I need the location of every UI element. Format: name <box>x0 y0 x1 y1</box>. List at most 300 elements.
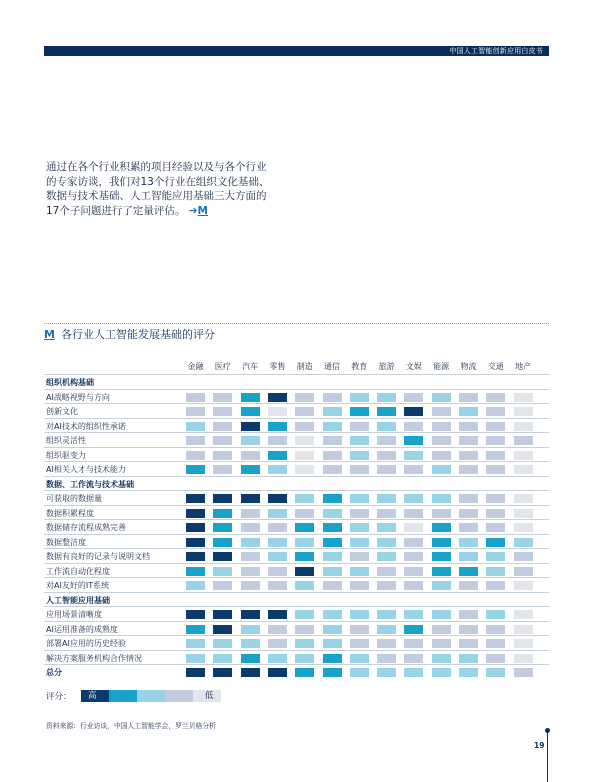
score-cell <box>186 538 205 547</box>
score-cell <box>241 567 260 576</box>
score-cell <box>350 552 369 561</box>
score-cell <box>432 393 451 402</box>
metric-label: 数据整洁度 <box>46 537 86 547</box>
score-cell <box>268 567 287 576</box>
score-cell <box>459 436 478 445</box>
score-cell <box>241 625 260 634</box>
score-cell <box>350 422 369 431</box>
score-cell <box>459 509 478 518</box>
score-cell <box>404 654 423 663</box>
score-cell <box>186 393 205 402</box>
score-cell <box>295 567 314 576</box>
score-cell <box>295 422 314 431</box>
score-cell <box>377 610 396 619</box>
intro-line: 的专家访谈，我们对13个行业在组织文化基础、 <box>46 175 270 188</box>
score-cell <box>323 465 342 474</box>
metric-row <box>44 389 549 405</box>
score-cell <box>241 668 260 677</box>
score-cell <box>404 668 423 677</box>
intro-line-text: 17个子问题进行了定量评估。 <box>46 204 186 217</box>
metric-label: 创新文化 <box>46 407 78 416</box>
score-cell <box>486 509 505 518</box>
score-cell <box>404 625 423 634</box>
score-cell <box>377 509 396 518</box>
score-cell <box>186 552 205 561</box>
score-cell <box>514 567 533 576</box>
score-cell <box>377 639 396 648</box>
legend-swatch <box>137 690 165 702</box>
score-cell <box>350 538 369 547</box>
column-header: 交通 <box>487 362 504 371</box>
score-cell <box>350 639 369 648</box>
score-cell <box>432 538 451 547</box>
score-cell <box>404 538 423 547</box>
score-cell <box>514 552 533 561</box>
score-cell <box>459 465 478 474</box>
score-cell <box>241 581 260 590</box>
score-cell <box>213 654 232 663</box>
source-note: 资料来源：行业访谈，中国人工智能学会，罗兰贝格分析 <box>46 722 216 730</box>
score-cell <box>268 625 287 634</box>
score-cell <box>350 393 369 402</box>
score-cell <box>404 581 423 590</box>
score-cell <box>323 393 342 402</box>
metric-label: 组织驱变力 <box>46 450 86 460</box>
score-cell <box>459 639 478 648</box>
section-header-row <box>44 476 549 492</box>
score-cell <box>432 552 451 561</box>
score-cell <box>268 465 287 474</box>
score-cell <box>459 625 478 634</box>
score-cell <box>377 393 396 402</box>
score-cell <box>268 610 287 619</box>
score-cell <box>486 668 505 677</box>
score-cell <box>213 494 232 503</box>
score-cell <box>404 393 423 402</box>
score-cell <box>213 393 232 402</box>
score-cell <box>213 639 232 648</box>
score-cell <box>459 654 478 663</box>
score-cell <box>514 422 533 431</box>
metric-row <box>44 606 549 622</box>
score-cell <box>514 494 533 503</box>
score-cell <box>241 523 260 532</box>
metric-row <box>44 577 549 593</box>
score-cell <box>350 509 369 518</box>
section-header-row <box>44 374 549 390</box>
score-cell <box>295 465 314 474</box>
score-cell <box>350 523 369 532</box>
score-cell <box>186 422 205 431</box>
score-cell <box>186 639 205 648</box>
intro-line: 通过在各个行业积累的项目经验以及与各个行业 <box>46 161 267 173</box>
score-cell <box>213 552 232 561</box>
score-cell <box>295 625 314 634</box>
score-cell <box>350 668 369 677</box>
intro-line <box>46 204 306 219</box>
score-cell <box>295 451 314 460</box>
score-cell <box>404 494 423 503</box>
score-cell <box>404 407 423 416</box>
score-cell <box>213 567 232 576</box>
score-cell <box>459 494 478 503</box>
score-cell <box>186 509 205 518</box>
score-cell <box>404 552 423 561</box>
score-cell <box>432 610 451 619</box>
score-cell <box>514 639 533 648</box>
score-cell <box>323 538 342 547</box>
section-header-row <box>44 592 549 608</box>
score-cell <box>323 494 342 503</box>
score-cell <box>268 422 287 431</box>
score-cell <box>323 610 342 619</box>
score-cell <box>350 436 369 445</box>
score-cell <box>241 552 260 561</box>
intro-line: 数据与技术基础、人工智能应用基础三大方面的 <box>46 190 267 202</box>
score-cell <box>459 523 478 532</box>
score-cell <box>514 465 533 474</box>
score-cell <box>404 436 423 445</box>
score-cell <box>295 654 314 663</box>
column-header: 医疗 <box>214 362 231 371</box>
score-cell <box>350 625 369 634</box>
metric-row <box>44 505 549 521</box>
score-cell <box>268 639 287 648</box>
score-cell <box>514 610 533 619</box>
score-cell <box>486 654 505 663</box>
score-cell <box>323 523 342 532</box>
score-cell <box>350 451 369 460</box>
score-cell <box>377 581 396 590</box>
legend-swatch <box>109 690 137 702</box>
score-cell <box>295 436 314 445</box>
score-cell <box>486 538 505 547</box>
score-cell <box>186 625 205 634</box>
score-cell <box>459 422 478 431</box>
page-rule <box>547 731 548 782</box>
score-cell <box>486 523 505 532</box>
score-cell <box>241 654 260 663</box>
score-cell <box>514 509 533 518</box>
score-cell <box>186 581 205 590</box>
score-cell <box>241 393 260 402</box>
score-cell <box>295 494 314 503</box>
score-cell <box>323 581 342 590</box>
metric-label: 对AI友好的IT系统 <box>46 581 110 590</box>
score-cell <box>186 407 205 416</box>
score-cell <box>241 509 260 518</box>
score-cell <box>432 436 451 445</box>
score-cell <box>486 610 505 619</box>
score-cell <box>186 567 205 576</box>
score-cell <box>323 668 342 677</box>
score-cell <box>241 610 260 619</box>
score-cell <box>377 538 396 547</box>
score-cell <box>268 654 287 663</box>
score-cell <box>268 393 287 402</box>
score-cell <box>213 581 232 590</box>
score-cell <box>268 407 287 416</box>
score-cell <box>186 668 205 677</box>
score-cell <box>241 451 260 460</box>
score-cell <box>486 552 505 561</box>
score-cell <box>323 436 342 445</box>
score-cell <box>404 509 423 518</box>
score-cell <box>377 451 396 460</box>
score-cell <box>377 494 396 503</box>
score-cell <box>377 523 396 532</box>
score-cell <box>432 465 451 474</box>
score-cell <box>295 668 314 677</box>
metric-label: 部署AI应用的历史经验 <box>46 639 126 648</box>
score-cell <box>323 654 342 663</box>
score-cell <box>459 668 478 677</box>
score-cell <box>295 407 314 416</box>
metric-row <box>44 621 549 637</box>
section-label: 组织机构基础 <box>46 378 94 387</box>
score-cell <box>186 451 205 460</box>
score-cell <box>404 465 423 474</box>
score-cell <box>241 465 260 474</box>
legend-gradient <box>81 690 221 702</box>
score-cell <box>377 654 396 663</box>
metric-row <box>44 403 549 419</box>
score-cell <box>186 610 205 619</box>
section-label: 数据、工作流与技术基础 <box>46 479 134 489</box>
score-cell <box>514 451 533 460</box>
score-cell <box>486 393 505 402</box>
page-number: 19 <box>534 741 545 750</box>
score-cell <box>432 494 451 503</box>
figure-link[interactable]: M <box>197 204 208 217</box>
score-cell <box>486 422 505 431</box>
score-cell <box>514 538 533 547</box>
score-cell <box>514 523 533 532</box>
metric-label: AI战略视野与方向 <box>46 392 110 402</box>
metric-label: AI相关人才与技术能力 <box>46 465 126 474</box>
score-cell <box>323 625 342 634</box>
score-cell <box>377 422 396 431</box>
score-cell <box>241 407 260 416</box>
score-cell <box>432 581 451 590</box>
score-cell <box>486 407 505 416</box>
score-cell <box>486 465 505 474</box>
header-bar <box>44 46 549 56</box>
score-cell <box>213 668 232 677</box>
score-cell <box>432 451 451 460</box>
score-cell <box>404 610 423 619</box>
score-cell <box>241 639 260 648</box>
score-cell <box>241 422 260 431</box>
score-cell <box>350 567 369 576</box>
column-header: 零售 <box>269 362 286 371</box>
legend-swatch <box>165 690 193 702</box>
score-cell <box>486 581 505 590</box>
legend-low-label: 低 <box>205 691 214 701</box>
score-cell <box>486 436 505 445</box>
score-cell <box>377 625 396 634</box>
score-cell <box>459 610 478 619</box>
column-header: 汽车 <box>242 362 259 371</box>
score-cell <box>514 668 533 677</box>
score-cell <box>241 436 260 445</box>
metric-row <box>44 650 549 666</box>
score-cell <box>186 654 205 663</box>
score-cell <box>350 610 369 619</box>
column-header: 金融 <box>187 362 204 371</box>
score-cell <box>268 538 287 547</box>
score-cell <box>186 494 205 503</box>
score-cell <box>295 581 314 590</box>
score-cell <box>514 581 533 590</box>
score-cell <box>295 610 314 619</box>
score-cell <box>432 407 451 416</box>
score-cell <box>459 451 478 460</box>
metric-row <box>44 635 549 651</box>
score-cell <box>323 509 342 518</box>
score-cell <box>268 494 287 503</box>
figure-title <box>44 326 215 342</box>
score-cell <box>432 422 451 431</box>
score-cell <box>350 581 369 590</box>
score-cell <box>241 494 260 503</box>
column-header: 教育 <box>351 362 368 371</box>
score-cell <box>459 552 478 561</box>
chart-top-rule <box>44 323 549 324</box>
score-cell <box>459 393 478 402</box>
column-header: 通信 <box>324 362 340 371</box>
score-cell <box>213 523 232 532</box>
score-cell <box>459 567 478 576</box>
score-cell <box>268 436 287 445</box>
score-cell <box>404 523 423 532</box>
metric-label: 工作流自动化程度 <box>46 566 110 576</box>
score-cell <box>186 523 205 532</box>
score-cell <box>213 509 232 518</box>
score-cell <box>432 567 451 576</box>
legend-high-label: 高 <box>88 691 97 701</box>
score-cell <box>213 422 232 431</box>
score-cell <box>432 625 451 634</box>
score-cell <box>377 436 396 445</box>
score-cell <box>323 567 342 576</box>
score-cell <box>213 538 232 547</box>
score-cell <box>268 668 287 677</box>
score-cell <box>268 451 287 460</box>
column-header: 地产 <box>515 362 532 371</box>
score-cell <box>486 625 505 634</box>
metric-label: 数据积累程度 <box>46 508 94 518</box>
figure-marker: M <box>44 328 55 341</box>
score-cell <box>377 668 396 677</box>
metric-label: 对AI技术的组织性承诺 <box>46 421 126 431</box>
score-cell <box>404 639 423 648</box>
score-cell <box>323 422 342 431</box>
score-cell <box>350 494 369 503</box>
metric-label: 组织灵活性 <box>46 436 86 445</box>
score-cell <box>377 567 396 576</box>
score-cell <box>295 509 314 518</box>
score-cell <box>459 581 478 590</box>
page-dot <box>545 728 550 733</box>
score-cell <box>350 407 369 416</box>
score-cell <box>350 654 369 663</box>
score-cell <box>459 538 478 547</box>
metric-row <box>44 490 549 506</box>
score-cell <box>186 465 205 474</box>
column-header: 制造 <box>296 362 313 371</box>
metric-row <box>44 418 549 434</box>
score-cell <box>186 436 205 445</box>
score-cell <box>377 407 396 416</box>
score-cell <box>213 451 232 460</box>
score-cell <box>323 639 342 648</box>
score-cell <box>432 668 451 677</box>
document-title: 中国人工智能创新应用白皮书 <box>449 47 543 55</box>
metric-label: 解决方案服务机构合作情况 <box>46 653 142 663</box>
score-cell <box>241 538 260 547</box>
metric-label: 应用场景清晰度 <box>46 610 102 619</box>
score-cell <box>268 523 287 532</box>
score-cell <box>295 552 314 561</box>
score-cell <box>432 509 451 518</box>
score-cell <box>295 538 314 547</box>
score-cell <box>323 451 342 460</box>
score-cell <box>323 552 342 561</box>
metric-label: 数据有良好的记录与说明文档 <box>46 552 150 561</box>
score-cell <box>486 451 505 460</box>
score-cell <box>459 407 478 416</box>
score-cell <box>404 451 423 460</box>
score-cell <box>514 654 533 663</box>
metric-row <box>44 519 549 535</box>
metric-label: 可获取的数据量 <box>46 494 102 503</box>
section-header-row <box>44 664 549 680</box>
score-cell <box>268 509 287 518</box>
score-cell <box>213 407 232 416</box>
score-cell <box>486 494 505 503</box>
metric-row <box>44 563 549 579</box>
score-cell <box>432 523 451 532</box>
score-cell <box>432 639 451 648</box>
metric-label: AI运用准备的成熟度 <box>46 624 118 634</box>
score-cell <box>268 552 287 561</box>
score-cell <box>213 625 232 634</box>
score-cell <box>514 407 533 416</box>
metric-label: 数据储存流程成熟完善 <box>46 523 126 532</box>
section-label: 总分 <box>46 668 62 677</box>
score-cell <box>213 465 232 474</box>
score-cell <box>514 393 533 402</box>
score-cell <box>295 393 314 402</box>
score-cell <box>432 654 451 663</box>
column-header: 能源 <box>433 362 450 371</box>
legend-label: 评分： <box>46 692 72 702</box>
score-cell <box>486 567 505 576</box>
score-cell <box>404 422 423 431</box>
metric-row <box>44 534 549 550</box>
metric-row <box>44 447 549 463</box>
metric-row <box>44 548 549 564</box>
score-cell <box>323 407 342 416</box>
section-label: 人工智能应用基础 <box>46 595 110 605</box>
intro-paragraph <box>46 160 306 218</box>
figure-title-text: 各行业人工智能发展基础的评分 <box>60 328 215 341</box>
score-cell <box>486 639 505 648</box>
score-cell <box>213 610 232 619</box>
score-cell <box>213 436 232 445</box>
score-cell <box>514 436 533 445</box>
